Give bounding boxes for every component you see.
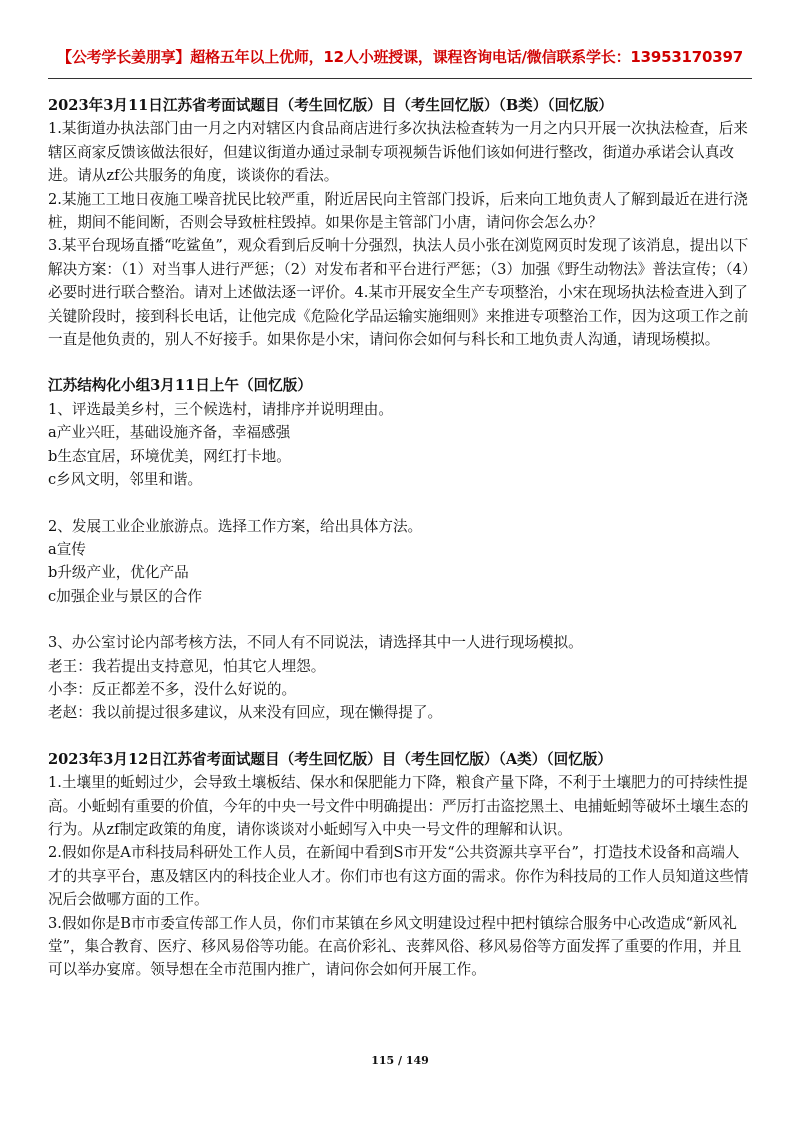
section1-question-1: 1.某街道办执法部门由一月之内对辖区内食品商店进行多次执法检查转为一月之内只开展一次执法检查，后来辖区商家反馈该做法很好，但建议街道办通过录制专项视频告诉他们该如何进行整改，街道办承诺会认真改进。请从zf公共服务的角度，谈谈你的看法。 (48, 120, 748, 185)
page-number: 115 / 149 (371, 1054, 429, 1067)
section2-question-3: 3、办公室讨论内部考核方法，不同人有不同说法，请选择其中一人进行现场模拟。 (48, 634, 583, 652)
spacer (48, 725, 752, 748)
section2-q1-option: a产业兴旺，基础设施齐备，幸福感强 (48, 424, 291, 442)
spacer (48, 492, 752, 515)
header-banner: 【公考学长姜朋享】超格五年以上优师，12人小班授课，课程咨询电话/微信联系学长：13953170397 (57, 48, 743, 66)
spacer (48, 351, 752, 374)
section2-q2-option: b升级产业，优化产品 (48, 564, 189, 582)
section1-title: 2023年3月11日江苏省考面试题目（考生回忆版）目（考生回忆版）（B类）（回忆版） (48, 97, 614, 114)
section2-q2-option: c加强企业与景区的合作 (48, 587, 203, 605)
section2-q1-option: b生态宜居，环境优美，网红打卡地。 (48, 447, 291, 465)
section1-question-3: 3.某平台现场直播“吃鲨鱼”，观众看到后反响十分强烈，执法人员小张在浏览网页时发现了该消息，提出以下解决方案：（1）对当事人进行严惩；（2）对发布者和平台进行严惩；（3）加强《野生动物法》普法宣传；（4）必要时进行联合整治。请对上述做法逐一评价。4.某市开展安全生产专项整治，小宋在现场执法检查进入到了关键阶段时，接到科长电话，让他完成《危险化学品运输实施细则》来推进专项整治工作，因为这项工作之前一直是他负责的，别人不好接手。如果你是小宋，请问你会如何与科长和工地负责人沟通，请现场模拟。 (48, 237, 750, 349)
section3-question-3: 3.假如你是B市市委宣传部工作人员，你们市某镇在乡风文明建设过程中把村镇综合服务中心改造成“新风礼堂”，集合教育、医疗、移风易俗等功能。在高价彩礼、丧葬风俗、移风易俗等方面发挥了重要的作用，并且可以举办宴席。领导想在全市范围内推广，请问你会如何开展工作。 (48, 914, 742, 979)
spacer (48, 608, 752, 631)
section2-q3-statement: 老赵：我以前提过很多建议，从来没有回应，现在懒得提了。 (48, 704, 443, 722)
section3-question-2: 2.假如你是A市科技局科研处工作人员，在新闻中看到S市开发“公共资源共享平台”，打造技术设备和高端人才的共享平台，惠及辖区内的科技企业人才。你们市也有这方面的需求。你作为科技局的工作人员知道这些情况后会做哪方面的工作。 (48, 844, 749, 909)
section2-q2-option: a宣传 (48, 540, 86, 558)
section2-question-1: 1、评选最美乡村，三个候选村，请排序并说明理由。 (48, 400, 393, 418)
header-divider (48, 78, 752, 79)
section1-question-2: 2.某施工工地日夜施工噪音扰民比较严重，附近居民向主管部门投诉，后来向工地负责人了解到最近在进行浇桩，期间不能间断，否则会导致桩柱毁掉。如果你是主管部门小唐，请问你会怎么办？ (48, 190, 748, 232)
section2-q3-statement: 老王：我若提出支持意见，怕其它人埋怨。 (48, 657, 326, 675)
section2-q1-option: c乡风文明，邻里和谐。 (48, 471, 203, 489)
section2-q3-statement: 小李：反正都差不多，没什么好说的。 (48, 680, 297, 698)
section2-title: 江苏结构化小组3月11日上午（回忆版） (48, 377, 312, 395)
section3-title: 2023年3月12日江苏省考面试题目（考生回忆版）目（考生回忆版）（A类）（回忆版） (48, 750, 612, 768)
section2-question-2: 2、发展工业企业旅游点。选择工作方案，给出具体方法。 (48, 517, 423, 535)
section3-question-1: 1.土壤里的蚯蚓过少，会导致土壤板结、保水和保肥能力下降，粮食产量下降，不利于土壤肥力的可持续性提高。小蚯蚓有重要的价值，今年的中央一号文件中明确提出：严厉打击盗挖黑土、电捕蚯蚓等破坏土壤生态的行为。从zf制定政策的角度，请你谈谈对小蚯蚓写入中央一号文件的理解和认识。 (48, 774, 749, 838)
page-content (48, 94, 752, 982)
